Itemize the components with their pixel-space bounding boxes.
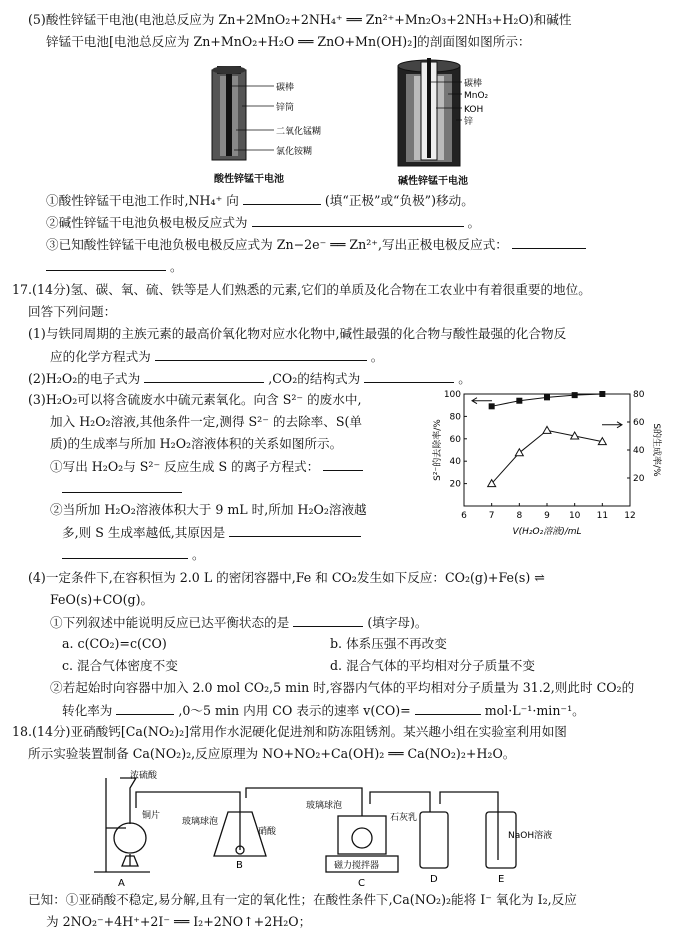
left-axis-arrow bbox=[472, 398, 492, 404]
q17-p3d-cont bbox=[62, 480, 182, 497]
q17-header: 17.(14分)氢、碳、氧、硫、铁等是人们熟悉的元素,它们的单质及化合物在工农业中有着很重要的地位。 bbox=[12, 282, 591, 297]
square-point bbox=[572, 392, 578, 398]
answer-blank[interactable] bbox=[229, 524, 361, 537]
acid-label-2: 二氧化锰糊 bbox=[276, 127, 322, 137]
app-label-7: 磁力搅拌器 bbox=[334, 861, 380, 871]
q17-p3f-text: 多,则 S 生成率越低,其原因是 bbox=[62, 525, 226, 540]
x-tick-label: 6 bbox=[461, 511, 467, 521]
answer-blank[interactable] bbox=[144, 370, 264, 383]
square-point bbox=[599, 391, 605, 397]
q17-p4c-text: ①下列叙述中能说明反应已达平衡状态的是 bbox=[50, 615, 290, 630]
q17-p3e: ②当所加 H₂O₂溶液体积大于 9 mL 时,所加 H₂O₂溶液越 bbox=[50, 502, 367, 517]
acid-label-3: 氯化铵糊 bbox=[276, 147, 313, 157]
option-b: b. 体系压强不再改变 bbox=[330, 636, 447, 651]
answer-blank[interactable] bbox=[46, 258, 166, 271]
q17-p4a: (4)一定条件下,在容积恒为 2.0 L 的密闭容器中,Fe 和 CO₂发生如下反应：CO₂(g)+Fe(s) ⇌ bbox=[28, 570, 545, 585]
x-axis-label: V(H₂O₂溶液)/mL bbox=[512, 527, 582, 537]
y-left-tick-label: 40 bbox=[449, 457, 461, 468]
q5-sub-3-cont bbox=[46, 258, 183, 275]
alk-label-1: MnO₂ bbox=[464, 91, 489, 101]
q17-p4d: ②若起始时向容器中加入 2.0 mol CO₂,5 min 时,容器内气体的平均相对分子质量为 31.2,则此时 CO₂的 bbox=[50, 680, 635, 695]
alk-label-0: 碳棒 bbox=[464, 79, 483, 89]
q17-p4e-text: 转化率为 bbox=[62, 703, 113, 718]
q17-p4e-tail: mol·L⁻¹·min⁻¹。 bbox=[484, 703, 585, 718]
app-label-6: 石灰乳 bbox=[390, 813, 418, 823]
q17-p3d bbox=[50, 458, 363, 475]
q17-p2 bbox=[28, 370, 471, 387]
q17-p1a: (1)与铁同周期的主族元素的最高价氧化物对应水化物中,碱性最强的化合物与酸性最强的化合物反 bbox=[28, 326, 567, 341]
app-label-3: 玻璃球泡 bbox=[182, 817, 219, 827]
x-tick-label: 8 bbox=[516, 511, 523, 521]
app-label-2: 铜片 bbox=[142, 811, 161, 821]
q17-p3f-tail: 。 bbox=[192, 547, 205, 562]
x-tick-label: 10 bbox=[568, 511, 581, 521]
option-c: c. 混合气体密度不变 bbox=[62, 658, 178, 673]
q5-s3-tail: 。 bbox=[170, 259, 183, 274]
y-right-tick-label: 20 bbox=[633, 474, 645, 484]
removal-rate-chart bbox=[410, 382, 674, 542]
q18-known-2: 为 2NO₂⁻+4H⁺+2I⁻ ══ I₂+2NO↑+2H₂O； bbox=[46, 914, 312, 929]
app-letter-d: D bbox=[430, 874, 438, 885]
q17-p3a: (3)H₂O₂可以将含硫废水中硫元素氧化。向含 S²⁻ 的废水中, bbox=[28, 392, 362, 407]
right-axis-arrow bbox=[602, 422, 622, 428]
q17-header-2: 回答下列问题： bbox=[28, 304, 117, 319]
triangle-point bbox=[543, 426, 551, 433]
app-label-5: 玻璃球泡 bbox=[306, 801, 343, 811]
acid-label-0: 碳棒 bbox=[276, 83, 295, 93]
alk-label-3: 锌 bbox=[464, 117, 474, 127]
answer-blank[interactable] bbox=[415, 702, 481, 715]
y-left-tick-label: 20 bbox=[449, 479, 461, 490]
q17-p2a: (2)H₂O₂的电子式为 bbox=[28, 371, 141, 386]
q17-p4c bbox=[50, 614, 428, 631]
app-label-8: NaOH溶液 bbox=[508, 831, 553, 841]
q17-p3f-cont bbox=[62, 546, 205, 563]
q5-s1-tail: (填“正极”或“负极”)移动。 bbox=[324, 193, 474, 208]
y-left-tick-label: 60 bbox=[449, 434, 461, 445]
y-right-axis-label: S的生成率/% bbox=[651, 423, 661, 477]
q17-p3f bbox=[62, 524, 361, 541]
y-left-axis-label: S²⁻的去除率/% bbox=[433, 419, 443, 481]
x-tick-label: 7 bbox=[488, 511, 495, 521]
acid-battery-caption: 酸性锌锰干电池 bbox=[214, 174, 284, 185]
q5-line-2: 锌锰干电池[电池总反应为 Zn+MnO₂+H₂O ══ ZnO+Mn(OH)₂]的剖面图如图所示： bbox=[46, 34, 531, 49]
q17-p4e bbox=[62, 702, 585, 719]
acid-label-1: 锌筒 bbox=[276, 103, 295, 113]
q5-line-1: (5)酸性锌锰干电池(电池总反应为 Zn+2MnO₂+2NH₄⁺ ══ Zn²⁺+Mn₂O₃+2NH₃+H₂O)和碱性 bbox=[28, 12, 572, 27]
answer-blank[interactable] bbox=[116, 702, 174, 715]
q17-p4e-mid: ,0～5 min 内用 CO 表示的速率 v(CO)= bbox=[178, 703, 411, 718]
q17-p1b-text: 应的化学方程式为 bbox=[50, 349, 151, 364]
app-letter-e: E bbox=[498, 874, 505, 885]
q5-sub-3 bbox=[46, 236, 586, 253]
app-letter-c: C bbox=[358, 878, 365, 889]
app-letter-b: B bbox=[236, 860, 243, 871]
app-label-1: 浓硫酸 bbox=[130, 771, 158, 781]
alkaline-battery-figure bbox=[390, 58, 520, 170]
answer-blank[interactable] bbox=[323, 458, 363, 471]
q18-line-2: 所示实验装置制备 Ca(NO₂)₂,反应原理为 NO+NO₂+Ca(OH)₂ ══ Ca(NO₂)₂+H₂O。 bbox=[28, 746, 516, 761]
y-right-tick-label: 80 bbox=[633, 390, 645, 400]
y-right-tick-label: 40 bbox=[633, 446, 645, 456]
answer-blank[interactable] bbox=[512, 236, 586, 249]
q5-s1-text: ①酸性锌锰干电池工作时,NH₄⁺ 向 bbox=[46, 193, 239, 208]
square-point bbox=[544, 394, 550, 400]
x-tick-label: 12 bbox=[624, 511, 636, 521]
answer-blank[interactable] bbox=[62, 480, 182, 493]
q5-s2-text: ②碱性锌锰干电池负极电极反应式为 bbox=[46, 215, 248, 230]
q18-line-1: 18.(14分)亚硝酸钙[Ca(NO₂)₂]常用作水泥硬化促进剂和防冻阻锈剂。某兴趣小组在实验室利用如图 bbox=[12, 724, 567, 739]
x-tick-label: 9 bbox=[544, 511, 550, 521]
alk-label-2: KOH bbox=[464, 105, 484, 115]
q5-s3-text: ③已知酸性锌锰干电池负极电极反应式为 Zn−2e⁻ ══ Zn²⁺,写出正极电极反应式： bbox=[46, 237, 508, 252]
answer-blank[interactable] bbox=[252, 214, 464, 227]
answer-blank[interactable] bbox=[293, 614, 363, 627]
q17-p3b: 加入 H₂O₂溶液,其他条件一定,测得 S²⁻ 的去除率、S(单 bbox=[50, 414, 362, 429]
x-tick-label: 11 bbox=[596, 511, 609, 521]
y-left-tick-label: 80 bbox=[449, 412, 461, 423]
square-point bbox=[489, 403, 495, 409]
app-letter-a: A bbox=[118, 878, 125, 889]
q17-p3d-text: ①写出 H₂O₂与 S²⁻ 反应生成 S 的离子方程式： bbox=[50, 459, 320, 474]
option-d: d. 混合气体的平均相对分子质量不变 bbox=[330, 658, 535, 673]
q17-p1b-tail: 。 bbox=[370, 349, 384, 364]
apparatus-diagram bbox=[90, 768, 590, 892]
triangle-point bbox=[515, 449, 523, 456]
answer-blank[interactable] bbox=[62, 546, 188, 559]
y-left-tick-label: 100 bbox=[443, 390, 461, 400]
q17-p2-tail: 。 bbox=[458, 371, 471, 386]
alkaline-battery-caption: 碱性锌锰干电池 bbox=[398, 176, 468, 187]
q17-p4c-tail: (填字母)。 bbox=[367, 615, 428, 630]
q17-p1b bbox=[50, 348, 383, 365]
plot-frame bbox=[464, 394, 630, 506]
option-a: a. c(CO₂)=c(CO) bbox=[62, 636, 167, 651]
square-point bbox=[516, 398, 522, 404]
q5-sub-1 bbox=[46, 192, 474, 209]
q17-p4b: FeO(s)+CO(g)。 bbox=[50, 592, 154, 607]
app-label-4: 硝酸 bbox=[258, 827, 277, 837]
answer-blank[interactable] bbox=[155, 348, 367, 361]
q17-p2b: ,CO₂的结构式为 bbox=[268, 371, 361, 386]
q5-s2-tail: 。 bbox=[467, 215, 481, 230]
q18-known-1: 已知：①亚硝酸不稳定,易分解,且有一定的氧化性；在酸性条件下,Ca(NO₂)₂能将 I⁻ 氧化为 I₂,反应 bbox=[28, 892, 577, 907]
q17-p3c: 质)的生成率与所加 H₂O₂溶液体积的关系如图所示。 bbox=[50, 436, 343, 451]
q5-sub-2 bbox=[46, 214, 480, 231]
acid-battery-figure bbox=[200, 62, 330, 166]
y-right-tick-label: 60 bbox=[633, 418, 645, 428]
answer-blank[interactable] bbox=[243, 192, 321, 205]
series-line-1 bbox=[492, 430, 603, 483]
